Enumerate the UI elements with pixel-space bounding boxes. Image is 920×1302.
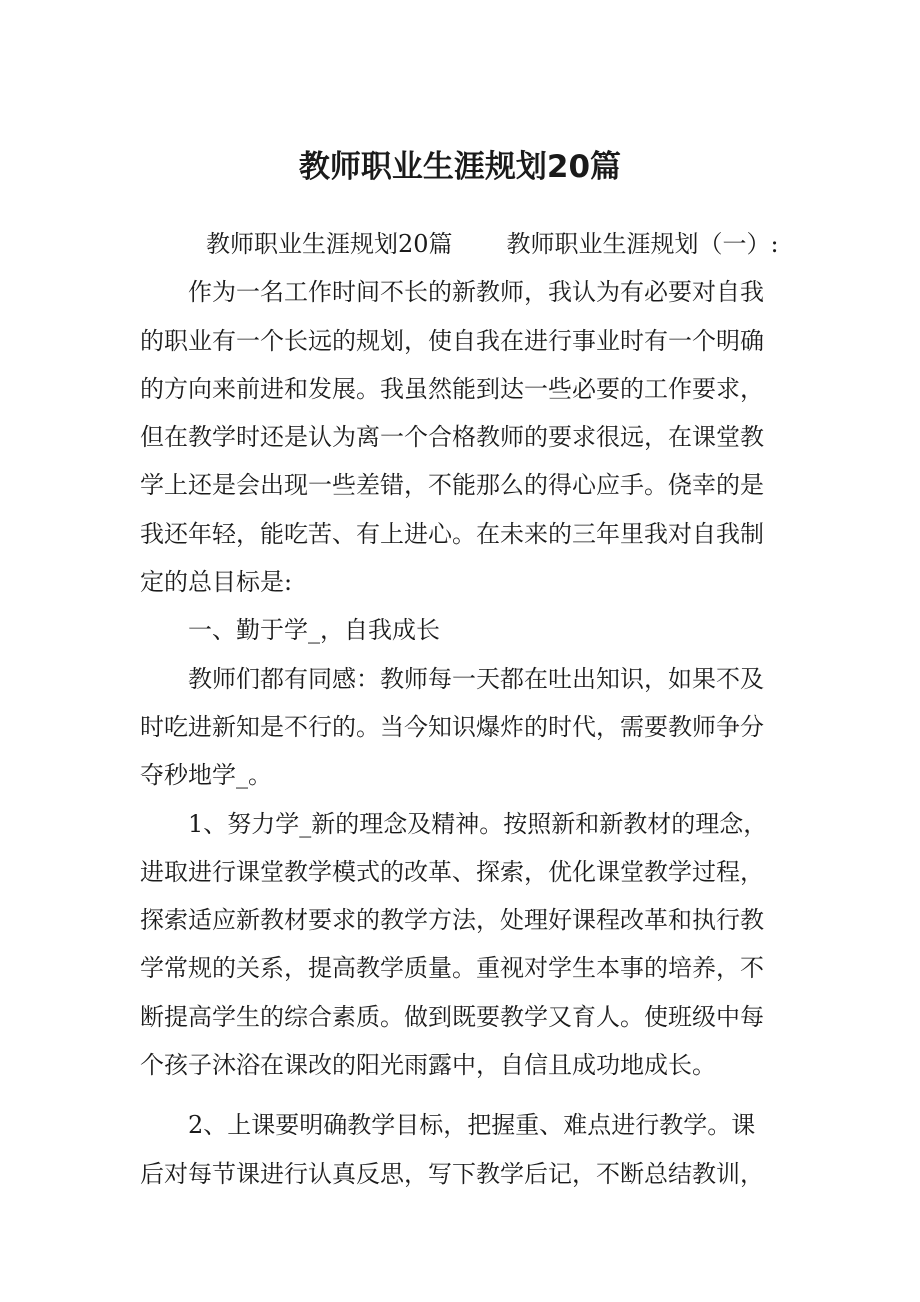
paragraph-line: 时吃进新知是不行的。当今知识爆炸的时代，需要教师争分 bbox=[140, 712, 764, 741]
paragraph-line: 1、努力学_新的理念及精神。按照新和新教材的理念， bbox=[188, 809, 768, 838]
paragraph-line: 2、上课要明确教学目标，把握重、难点进行教学。课 bbox=[188, 1111, 756, 1140]
paragraph-line: 但在教学时还是认为离一个合格教师的要求很远，在课堂教 bbox=[140, 423, 764, 452]
paragraph-line: 学上还是会出现一些差错，不能那么的得心应手。侥幸的是 bbox=[140, 471, 764, 500]
paragraph-line: 的方向来前进和发展。我虽然能到达一些必要的工作要求， bbox=[140, 374, 764, 403]
paragraph-line: 的职业有一个长远的规划，使自我在进行事业时有一个明确 bbox=[140, 326, 764, 355]
section-heading: 一、勤于学_，自我成长 bbox=[188, 616, 440, 645]
paragraph-line: 夺秒地学_。 bbox=[140, 761, 272, 790]
intro-subtitle: 教师职业生涯规划20篇 bbox=[206, 230, 453, 258]
intro-line bbox=[140, 220, 790, 268]
paragraph-line: 断提高学生的综合素质。做到既要教学又育人。使班级中每 bbox=[140, 1002, 764, 1031]
paragraph-line: 我还年轻，能吃苦、有上进心。在未来的三年里我对自我制 bbox=[140, 519, 764, 548]
document-body bbox=[140, 220, 790, 1198]
intro-section-heading: 教师职业生涯规划（一）: bbox=[506, 230, 779, 258]
document-title: 教师职业生涯规划20篇 bbox=[298, 149, 622, 185]
paragraph-line: 后对每节课进行认真反思，写下教学后记，不断总结教训， bbox=[140, 1159, 764, 1188]
paragraph-line: 作为一名工作时间不长的新教师，我认为有必要对自我 bbox=[188, 278, 764, 307]
paragraph-line: 教师们都有同感：教师每一天都在吐出知识，如果不及 bbox=[188, 664, 764, 693]
paragraph-line: 进取进行课堂教学模式的改革、探索，优化课堂教学过程， bbox=[140, 857, 764, 886]
paragraph-line: 探索适应新教材要求的教学方法，处理好课程改革和执行教 bbox=[140, 906, 764, 935]
paragraph-line: 学常规的关系，提高教学质量。重视对学生本事的培养，不 bbox=[140, 954, 764, 983]
paragraph-line: 定的总目标是: bbox=[140, 568, 293, 597]
paragraph-line: 个孩子沐浴在课改的阳光雨露中，自信且成功地成长。 bbox=[140, 1051, 716, 1080]
